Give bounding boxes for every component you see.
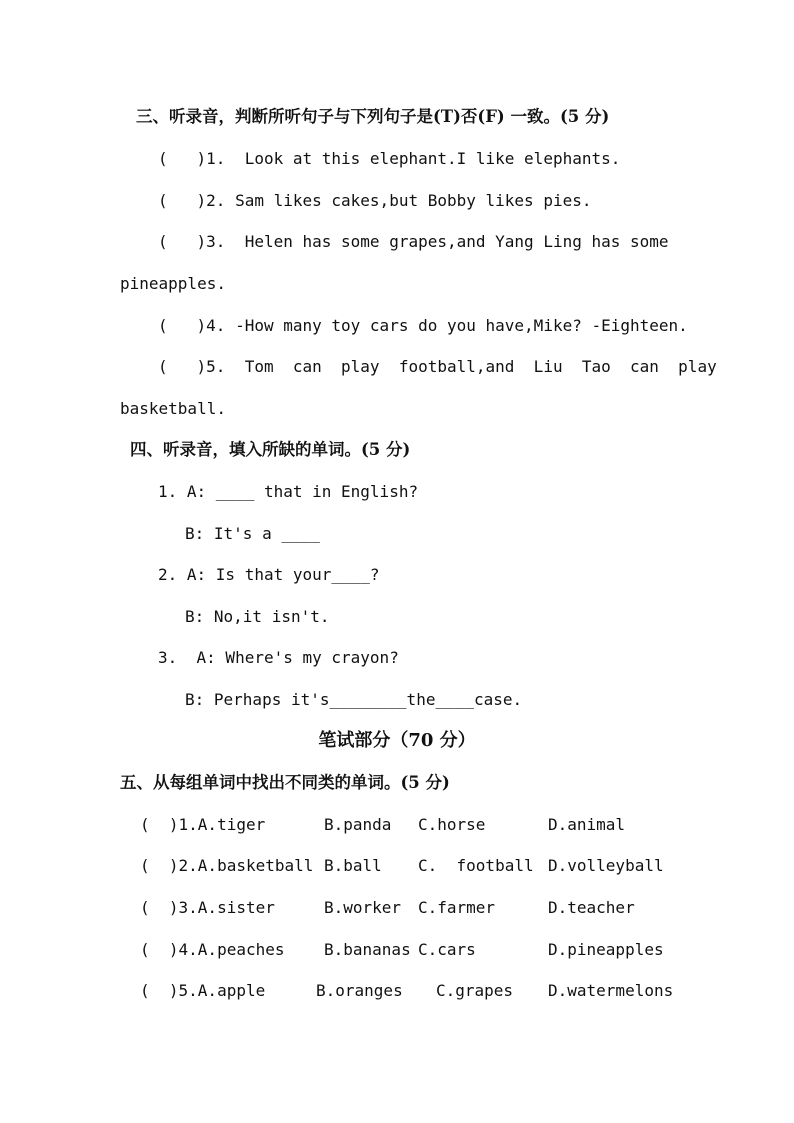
section5-row-3-c: C.farmer [418,898,496,917]
section3-item-5-cont: basketball. [120,399,226,418]
section4-q1-b: B: It's a ____ [185,524,320,543]
section5-row-2-d: D.volleyball [548,856,664,875]
section4-q3-b: B: Perhaps it's________the____case. [185,690,523,709]
section4-q1-a: 1. A: ____ that in English? [158,482,419,501]
section5-row-2-a: ( )2.A.basketball [140,856,314,875]
section3-item-3: ( )3. Helen has some grapes,and Yang Ling has some [158,232,669,251]
section5-row-1-c: C.horse [418,815,486,834]
section3-item-1: ( )1. Look at this elephant.I like elephants. [158,149,621,168]
section4-heading: 四、听录音，填入所缺的单词。(5 分) [130,440,411,459]
section5-row-3-a: ( )3.A.sister [140,898,275,917]
section5-row-5-a: ( )5.A.apple [140,981,266,1000]
section5-row-3-b: B.worker [324,898,402,917]
section5-row-5-d: D.watermelons [548,981,674,1000]
section3-item-2: ( )2. Sam likes cakes,but Bobby likes pies. [158,191,592,210]
section4-q3-a: 3. A: Where's my crayon? [158,648,399,667]
section5-row-4-a: ( )4.A.peaches [140,940,285,959]
section5-row-2-c: C. football [418,856,534,875]
section5-row-4-c: C.cars [418,940,476,959]
section4-q2-b: B: No,it isn't. [185,607,330,626]
section3-heading: 三、听录音，判断所听句子与下列句子是(T)否(F) 一致。(5 分) [136,107,610,126]
section5-row-4-d: D.pineapples [548,940,664,959]
section5-row-2-b: B.ball [324,856,382,875]
section5-row-1-a: ( )1.A.tiger [140,815,266,834]
section4-q2-a: 2. A: Is that your____? [158,565,380,584]
section3-item-3-cont: pineapples. [120,274,226,293]
section5-heading: 五、从每组单词中找出不同类的单词。(5 分) [120,773,450,792]
section5-row-1-d: D.animal [548,815,626,834]
section5-row-3-d: D.teacher [548,898,635,917]
written-part-title: 笔试部分（70 分） [318,730,476,751]
section5-row-5-c: C.grapes [436,981,514,1000]
section3-item-4: ( )4. -How many toy cars do you have,Mike? -Eighteen. [158,316,688,335]
section5-row-1-b: B.panda [324,815,392,834]
section5-row-5-b: B.oranges [316,981,403,1000]
section3-item-5: ( )5. Tom can play football,and Liu Tao can play [158,357,717,376]
section5-row-4-b: B.bananas [324,940,411,959]
